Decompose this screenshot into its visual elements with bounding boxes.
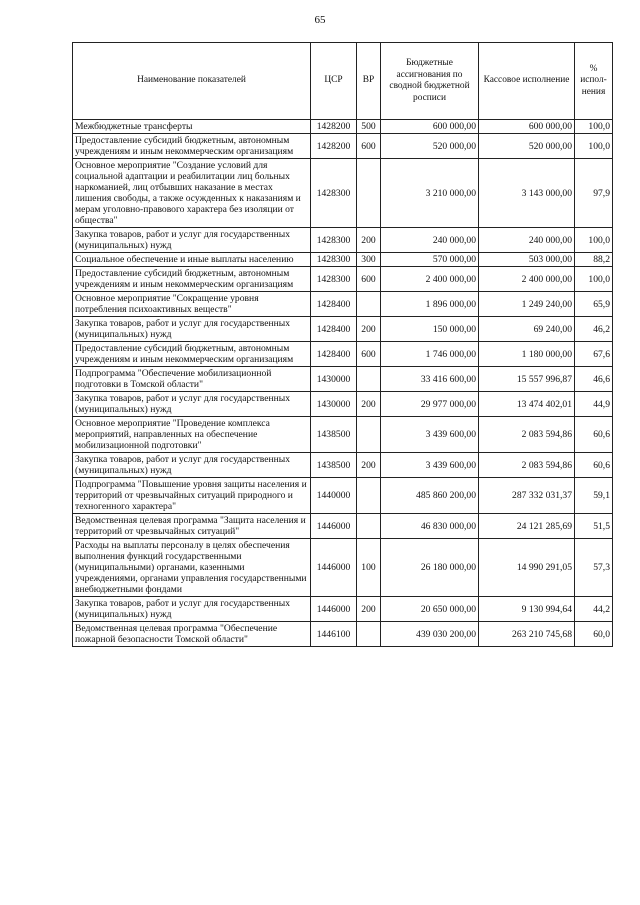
row-allocations: 29 977 000,00 xyxy=(381,392,479,417)
row-percent: 44,2 xyxy=(575,597,613,622)
row-cash: 15 557 996,87 xyxy=(479,367,575,392)
row-name: Закупка товаров, работ и услуг для государственных (муниципальных) нужд xyxy=(73,453,311,478)
row-name: Ведомственная целевая программа "Защита населения и территорий от чрезвычайных ситуаций" xyxy=(73,514,311,539)
table-row xyxy=(73,134,613,159)
row-cash: 2 083 594,86 xyxy=(479,453,575,478)
row-allocations: 1 896 000,00 xyxy=(381,292,479,317)
row-csr: 1428400 xyxy=(311,342,357,367)
row-allocations: 240 000,00 xyxy=(381,228,479,253)
row-percent: 100,0 xyxy=(575,228,613,253)
row-percent: 46,6 xyxy=(575,367,613,392)
row-allocations: 570 000,00 xyxy=(381,253,479,267)
row-name: Межбюджетные трансферты xyxy=(73,120,311,134)
row-cash: 69 240,00 xyxy=(479,317,575,342)
table-row xyxy=(73,478,613,514)
table-row xyxy=(73,292,613,317)
row-cash: 2 083 594,86 xyxy=(479,417,575,453)
row-cash: 287 332 031,37 xyxy=(479,478,575,514)
row-percent: 57,3 xyxy=(575,539,613,597)
table-body xyxy=(73,120,613,647)
page-number: 65 xyxy=(314,14,326,26)
row-allocations: 3 439 600,00 xyxy=(381,453,479,478)
row-allocations: 1 746 000,00 xyxy=(381,342,479,367)
table-row xyxy=(73,514,613,539)
row-percent: 46,2 xyxy=(575,317,613,342)
header-name: Наименование показателей xyxy=(73,43,311,120)
table-row xyxy=(73,267,613,292)
header-vr: ВР xyxy=(357,43,381,120)
row-percent: 67,6 xyxy=(575,342,613,367)
row-name: Закупка товаров, работ и услуг для государственных (муниципальных) нужд xyxy=(73,228,311,253)
table-row xyxy=(73,597,613,622)
row-csr: 1430000 xyxy=(311,367,357,392)
table-row xyxy=(73,392,613,417)
row-name: Предоставление субсидий бюджетным, автономным учреждениям и иным некоммерческим организациям xyxy=(73,134,311,159)
header-allocations: Бюджетные ассигнования по сводной бюджетной росписи xyxy=(381,43,479,120)
row-name: Ведомственная целевая программа "Обеспечение пожарной безопасности Томской области" xyxy=(73,622,311,647)
row-allocations: 46 830 000,00 xyxy=(381,514,479,539)
row-vr: 600 xyxy=(357,342,381,367)
row-percent: 51,5 xyxy=(575,514,613,539)
row-name: Закупка товаров, работ и услуг для государственных (муниципальных) нужд xyxy=(73,392,311,417)
row-vr: 600 xyxy=(357,134,381,159)
row-percent: 100,0 xyxy=(575,134,613,159)
table-header-row xyxy=(73,43,613,120)
row-percent: 60,6 xyxy=(575,453,613,478)
table-row xyxy=(73,453,613,478)
table-row xyxy=(73,622,613,647)
row-csr: 1428300 xyxy=(311,267,357,292)
table-row xyxy=(73,417,613,453)
row-cash: 263 210 745,68 xyxy=(479,622,575,647)
row-allocations: 20 650 000,00 xyxy=(381,597,479,622)
table-row xyxy=(73,159,613,228)
row-vr xyxy=(357,478,381,514)
row-percent: 44,9 xyxy=(575,392,613,417)
header-percent: % испол-нения xyxy=(575,43,613,120)
row-vr: 200 xyxy=(357,392,381,417)
row-csr: 1428300 xyxy=(311,159,357,228)
row-name: Подпрограмма "Повышение уровня защиты населения и территорий от чрезвычайных ситуаций природного и техногенного характера" xyxy=(73,478,311,514)
header-csr: ЦСР xyxy=(311,43,357,120)
row-percent: 65,9 xyxy=(575,292,613,317)
header-cash: Кассовое исполнение xyxy=(479,43,575,120)
row-cash: 14 990 291,05 xyxy=(479,539,575,597)
table-row xyxy=(73,228,613,253)
row-csr: 1446000 xyxy=(311,597,357,622)
table-row xyxy=(73,367,613,392)
row-csr: 1446000 xyxy=(311,514,357,539)
budget-execution-table xyxy=(72,42,613,647)
row-allocations: 150 000,00 xyxy=(381,317,479,342)
row-allocations: 485 860 200,00 xyxy=(381,478,479,514)
row-csr: 1430000 xyxy=(311,392,357,417)
table-row xyxy=(73,539,613,597)
row-vr: 200 xyxy=(357,597,381,622)
row-vr xyxy=(357,159,381,228)
row-percent: 88,2 xyxy=(575,253,613,267)
row-cash: 520 000,00 xyxy=(479,134,575,159)
row-cash: 9 130 994,64 xyxy=(479,597,575,622)
row-vr: 100 xyxy=(357,539,381,597)
row-csr: 1446100 xyxy=(311,622,357,647)
row-allocations: 520 000,00 xyxy=(381,134,479,159)
row-name: Расходы на выплаты персоналу в целях обеспечения выполнения функций государственными (муниципальными) органами, казенными учреждениями, органами управления государственными внебюджетными фондами xyxy=(73,539,311,597)
row-allocations: 3 439 600,00 xyxy=(381,417,479,453)
row-csr: 1428300 xyxy=(311,228,357,253)
row-allocations: 33 416 600,00 xyxy=(381,367,479,392)
row-name: Социальное обеспечение и иные выплаты населению xyxy=(73,253,311,267)
row-cash: 3 143 000,00 xyxy=(479,159,575,228)
row-csr: 1428300 xyxy=(311,253,357,267)
row-csr: 1440000 xyxy=(311,478,357,514)
table-row xyxy=(73,253,613,267)
row-name: Основное мероприятие "Проведение комплекса мероприятий, направленных на обеспечение мобилизационной подготовки" xyxy=(73,417,311,453)
row-percent: 100,0 xyxy=(575,120,613,134)
row-csr: 1438500 xyxy=(311,453,357,478)
row-percent: 60,0 xyxy=(575,622,613,647)
row-cash: 2 400 000,00 xyxy=(479,267,575,292)
row-name: Подпрограмма "Обеспечение мобилизационной подготовки в Томской области" xyxy=(73,367,311,392)
row-vr: 500 xyxy=(357,120,381,134)
row-csr: 1428400 xyxy=(311,292,357,317)
row-vr: 200 xyxy=(357,317,381,342)
row-name: Предоставление субсидий бюджетным, автономным учреждениям и иным некоммерческим организациям xyxy=(73,267,311,292)
table-row xyxy=(73,120,613,134)
row-cash: 600 000,00 xyxy=(479,120,575,134)
row-csr: 1428400 xyxy=(311,317,357,342)
row-name: Закупка товаров, работ и услуг для государственных (муниципальных) нужд xyxy=(73,597,311,622)
row-name: Закупка товаров, работ и услуг для государственных (муниципальных) нужд xyxy=(73,317,311,342)
table-row xyxy=(73,317,613,342)
row-allocations: 439 030 200,00 xyxy=(381,622,479,647)
table-row xyxy=(73,342,613,367)
row-vr: 300 xyxy=(357,253,381,267)
row-vr xyxy=(357,622,381,647)
row-allocations: 600 000,00 xyxy=(381,120,479,134)
row-csr: 1428200 xyxy=(311,134,357,159)
row-cash: 1 180 000,00 xyxy=(479,342,575,367)
row-allocations: 2 400 000,00 xyxy=(381,267,479,292)
row-vr xyxy=(357,417,381,453)
row-name: Предоставление субсидий бюджетным, автономным учреждениям и иным некоммерческим организациям xyxy=(73,342,311,367)
row-cash: 13 474 402,01 xyxy=(479,392,575,417)
row-cash: 240 000,00 xyxy=(479,228,575,253)
row-csr: 1438500 xyxy=(311,417,357,453)
row-allocations: 26 180 000,00 xyxy=(381,539,479,597)
row-percent: 100,0 xyxy=(575,267,613,292)
row-vr: 600 xyxy=(357,267,381,292)
row-vr: 200 xyxy=(357,453,381,478)
row-percent: 60,6 xyxy=(575,417,613,453)
row-vr xyxy=(357,292,381,317)
row-csr: 1428200 xyxy=(311,120,357,134)
row-vr: 200 xyxy=(357,228,381,253)
row-vr xyxy=(357,514,381,539)
row-cash: 1 249 240,00 xyxy=(479,292,575,317)
row-percent: 97,9 xyxy=(575,159,613,228)
row-csr: 1446000 xyxy=(311,539,357,597)
row-cash: 503 000,00 xyxy=(479,253,575,267)
row-name: Основное мероприятие "Сокращение уровня потребления психоактивных веществ" xyxy=(73,292,311,317)
row-allocations: 3 210 000,00 xyxy=(381,159,479,228)
row-cash: 24 121 285,69 xyxy=(479,514,575,539)
row-percent: 59,1 xyxy=(575,478,613,514)
row-vr xyxy=(357,367,381,392)
row-name: Основное мероприятие "Создание условий для социальной адаптации и реабилитации лиц больных наркоманией, лиц отбывших наказание в местах лишения свободы, а также осужденных к наказаниям и мерам уголовно-правового характера без изоляции от общества" xyxy=(73,159,311,228)
